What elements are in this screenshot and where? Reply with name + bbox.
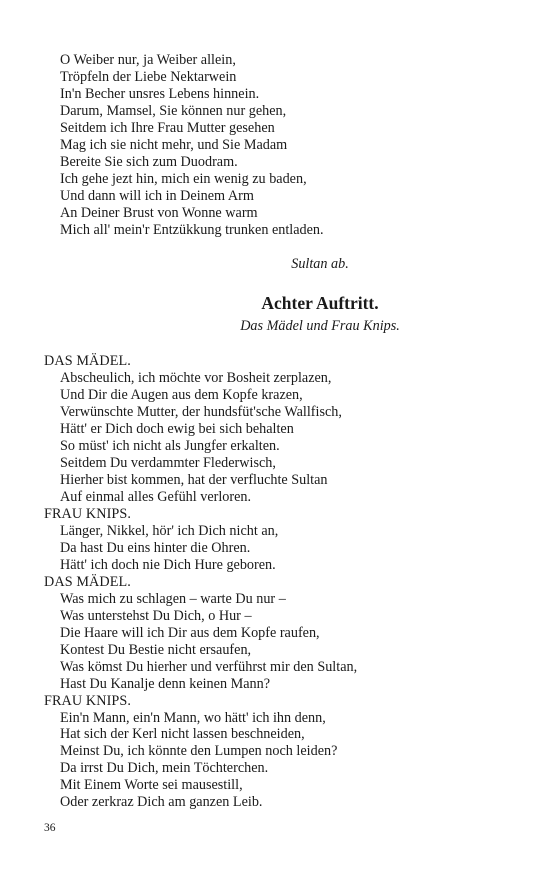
- verse-line: Hat sich der Kerl nicht lassen beschneiden,: [60, 726, 305, 743]
- verse-line: Was unterstehst Du Dich, o Hur –: [60, 607, 252, 624]
- speaker-name: DAS MÄDEL.: [44, 353, 131, 370]
- verse-line: Mag ich sie nicht mehr, und Sie Madam: [60, 136, 288, 153]
- speaker-name: FRAU KNIPS.: [44, 506, 132, 523]
- verse-line: Darum, Mamsel, Sie können nur gehen,: [60, 102, 287, 119]
- verse-line: Abscheulich, ich möchte vor Bosheit zerplazen,: [60, 370, 332, 387]
- verse-line: So müst' ich nicht als Jungfer erkalten.: [60, 438, 280, 455]
- verse-line: Da hast Du eins hinter die Ohren.: [60, 539, 251, 556]
- verse-line: Länger, Nikkel, hör' ich Dich nicht an,: [60, 523, 279, 540]
- verse-line: Seitdem ich Ihre Frau Mutter gesehen: [60, 119, 275, 136]
- verse-line: Meinst Du, ich könnte den Lumpen noch leiden?: [60, 743, 338, 760]
- verse-line: Hätt' er Dich doch ewig bei sich behalten: [60, 421, 294, 438]
- speaker-name: FRAU KNIPS.: [44, 692, 132, 709]
- verse-line: Oder zerkraz Dich am ganzen Leib.: [60, 794, 263, 811]
- stage-direction: Sultan ab.: [291, 256, 349, 273]
- dialogue: [44, 353, 524, 811]
- verse-line: Was kömst Du hierher und verführst mir den Sultan,: [60, 658, 358, 675]
- page-number: 36: [44, 822, 56, 834]
- verse-line: Was mich zu schlagen – warte Du nur –: [60, 590, 286, 607]
- verse-line: Da irrst Du Dich, mein Töchterchen.: [60, 760, 269, 777]
- verse-line: Kontest Du Bestie nicht ersaufen,: [60, 641, 252, 658]
- verse-line: An Deiner Brust von Wonne warm: [60, 204, 258, 221]
- verse-line: Bereite Sie sich zum Duodram.: [60, 153, 238, 170]
- opening-verse: [44, 52, 524, 238]
- page-text: [44, 52, 524, 811]
- verse-line: Seitdem Du verdammter Flederwisch,: [60, 455, 276, 472]
- verse-line: Und Dir die Augen aus dem Kopfe krazen,: [60, 387, 303, 404]
- verse-line: Hierher bist kommen, hat der verfluchte Sultan: [60, 472, 328, 489]
- verse-line: In'n Becher unsres Lebens hinnein.: [60, 85, 260, 102]
- verse-line: Die Haare will ich Dir aus dem Kopfe raufen,: [60, 624, 320, 641]
- verse-line: Hätt' ich doch nie Dich Hure geboren.: [60, 556, 276, 573]
- verse-line: Auf einmal alles Gefühl verloren.: [60, 489, 252, 506]
- verse-line: Tröpfeln der Liebe Nektarwein: [60, 68, 237, 85]
- verse-line: Mit Einem Worte sei mausestill,: [60, 777, 243, 794]
- scene-subheading: Das Mädel und Frau Knips.: [240, 318, 400, 335]
- verse-line: Mich all' mein'r Entzükkung trunken entladen.: [60, 221, 324, 238]
- verse-line: Hast Du Kanalje denn keinen Mann?: [60, 675, 270, 692]
- verse-line: Und dann will ich in Deinem Arm: [60, 187, 254, 204]
- scene-heading: Achter Auftritt.: [261, 293, 379, 314]
- verse-line: Ein'n Mann, ein'n Mann, wo hätt' ich ihn denn,: [60, 709, 326, 726]
- verse-line: Ich gehe jezt hin, mich ein wenig zu baden,: [60, 170, 307, 187]
- verse-line: O Weiber nur, ja Weiber allein,: [60, 52, 236, 68]
- verse-line: Verwünschte Mutter, der hundsfüt'sche Wallfisch,: [60, 404, 342, 421]
- speaker-name: DAS MÄDEL.: [44, 573, 131, 590]
